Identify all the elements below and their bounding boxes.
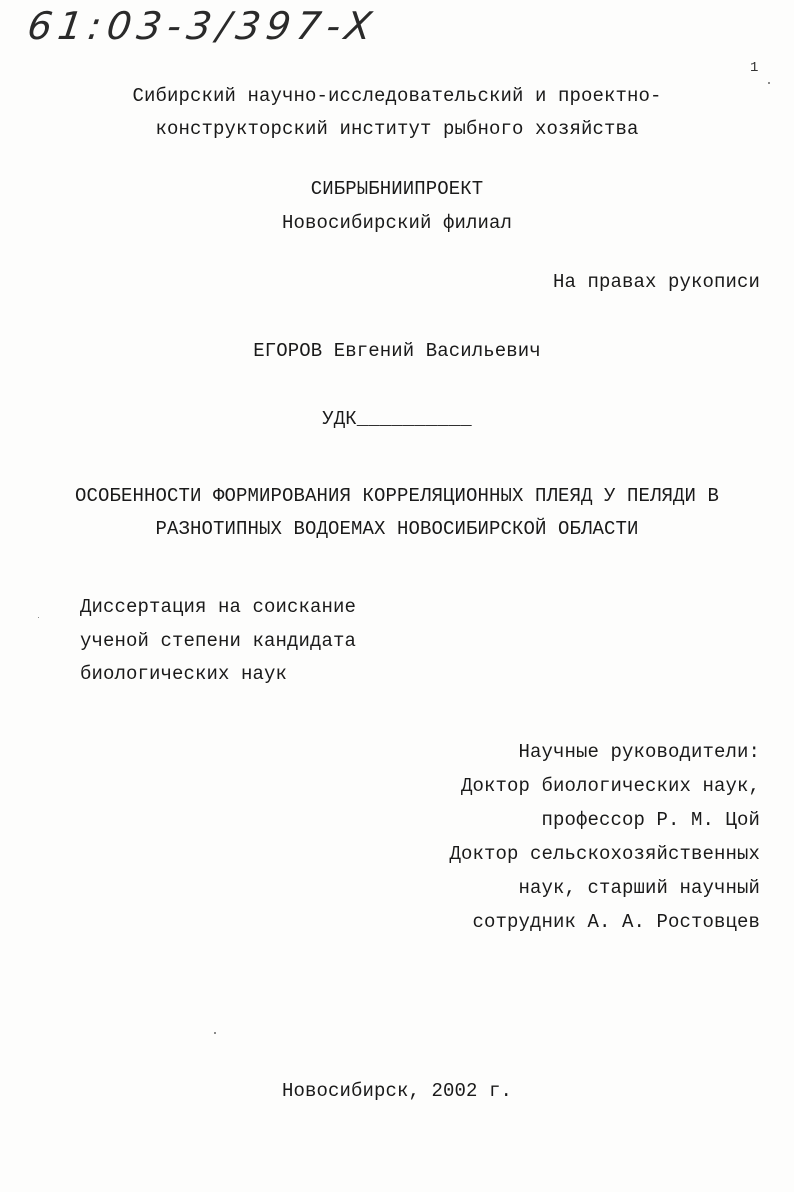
supervisors-heading: Научные руководители: [518, 741, 760, 763]
institute-line-1: Сибирский научно-исследовательский и проектно- [132, 85, 662, 107]
dissertation-line-3: биологических наук [80, 663, 288, 685]
supervisor-2-title: наук, старший научный [518, 877, 760, 899]
supervisor-1-degree: Доктор биологических наук, [460, 775, 760, 797]
scan-speck [214, 1032, 216, 1034]
institute-line-2: конструкторский институт рыбного хозяйства [155, 118, 639, 140]
dissertation-line-1: Диссертация на соискание [80, 596, 357, 618]
manuscript-note: На правах рукописи [552, 271, 760, 293]
supervisor-2-degree: Доктор сельскохозяйственных [449, 843, 760, 865]
title-line-1: ОСОБЕННОСТИ ФОРМИРОВАНИЯ КОРРЕЛЯЦИОННЫХ ПЛЕЯД У ПЕЛЯДИ В [74, 485, 720, 507]
scan-speck [38, 617, 39, 618]
organization-branch: Новосибирский филиал [281, 212, 513, 234]
dissertation-line-2: ученой степени кандидата [80, 630, 357, 652]
organization-abbrev: СИБРЫБНИИПРОЕКТ [310, 178, 484, 200]
handwritten-archive-mark: 61:03-3/397-X [24, 4, 381, 48]
scan-speck [768, 82, 770, 84]
supervisor-2-name: сотрудник А. А. Ростовцев [472, 911, 760, 933]
author-name: ЕГОРОВ Евгений Васильевич [253, 340, 541, 362]
title-line-2: РАЗНОТИПНЫХ ВОДОЕМАХ НОВОСИБИРСКОЙ ОБЛАСТИ [155, 518, 639, 540]
page-number: 1 [750, 60, 759, 76]
place-and-year: Новосибирск, 2002 г. [281, 1080, 513, 1102]
udk-field: УДК__________ [322, 408, 472, 430]
supervisor-1-name: профессор Р. М. Цой [541, 809, 760, 831]
